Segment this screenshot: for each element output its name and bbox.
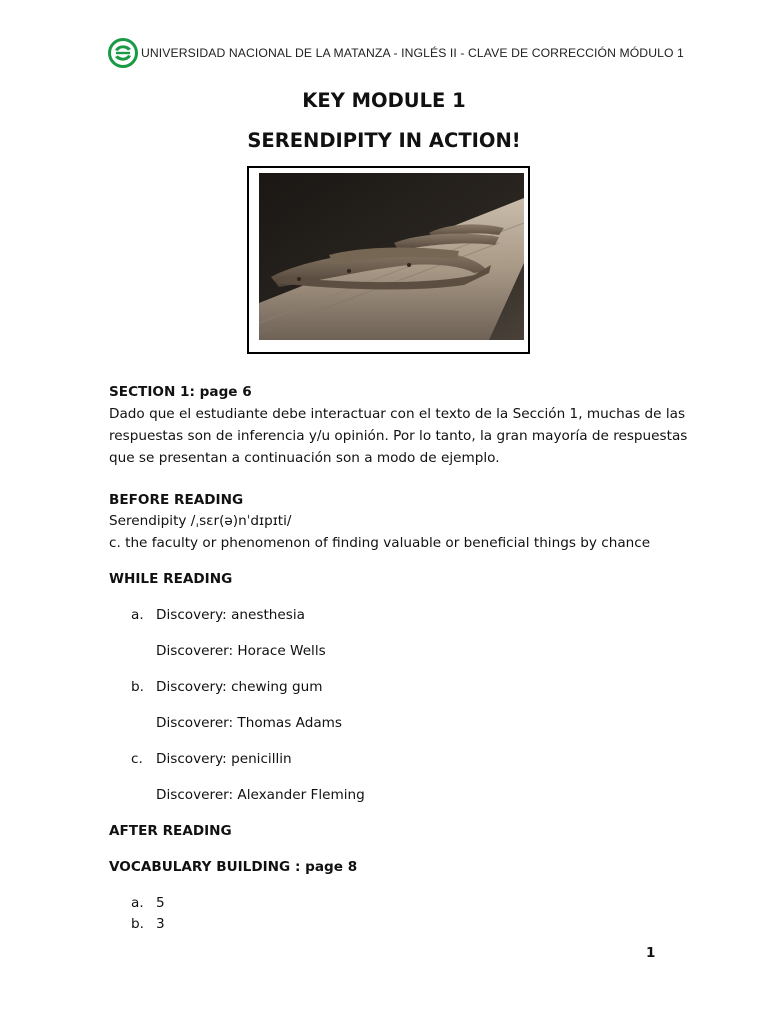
list-marker: b. xyxy=(131,679,144,695)
discovery-item: Discovery: chewing gum xyxy=(156,679,323,695)
horseshoe-photo-frame xyxy=(247,166,530,354)
page-number: 1 xyxy=(646,945,656,961)
section1-heading: SECTION 1: page 6 xyxy=(109,384,252,400)
discovery-item: Discovery: penicillin xyxy=(156,751,292,767)
page-subtitle: SERENDIPITY IN ACTION! xyxy=(247,129,521,152)
page-header xyxy=(108,38,684,68)
vocabulary-heading: VOCABULARY BUILDING : page 8 xyxy=(109,859,358,875)
before-reading-definition: c. the faculty or phenomenon of finding valuable or beneficial things by chance xyxy=(109,535,651,551)
university-logo-icon xyxy=(108,38,138,68)
section1-line-2: respuestas son de inferencia y/u opinión. Por lo tanto, la gran mayoría de respuestas xyxy=(109,428,688,444)
vocabulary-answer: 5 xyxy=(156,895,165,911)
while-reading-heading: WHILE READING xyxy=(109,571,233,587)
list-marker: a. xyxy=(131,607,144,623)
discoverer-item: Discoverer: Thomas Adams xyxy=(156,715,342,731)
horseshoe-photo xyxy=(259,173,524,340)
list-marker: a. xyxy=(131,895,144,911)
discoverer-item: Discoverer: Alexander Fleming xyxy=(156,787,365,803)
section1-line-1: Dado que el estudiante debe interactuar con el texto de la Sección 1, muchas de las xyxy=(109,406,686,422)
page-title: KEY MODULE 1 xyxy=(302,89,466,112)
list-marker: b. xyxy=(131,916,144,932)
before-reading-heading: BEFORE READING xyxy=(109,492,244,508)
discoverer-item: Discoverer: Horace Wells xyxy=(156,643,326,659)
header-text: UNIVERSIDAD NACIONAL DE LA MATANZA - INGLÉS II - CLAVE DE CORRECCIÓN MÓDULO 1 xyxy=(141,46,684,60)
vocabulary-answer: 3 xyxy=(156,916,165,932)
list-marker: c. xyxy=(131,751,143,767)
before-reading-definition-word: Serendipity /ˌsɛr(ə)nˈdɪpɪti/ xyxy=(109,513,292,529)
discovery-item: Discovery: anesthesia xyxy=(156,607,305,623)
section1-line-3: que se presentan a continuación son a modo de ejemplo. xyxy=(109,450,500,466)
after-reading-heading: AFTER READING xyxy=(109,823,232,839)
